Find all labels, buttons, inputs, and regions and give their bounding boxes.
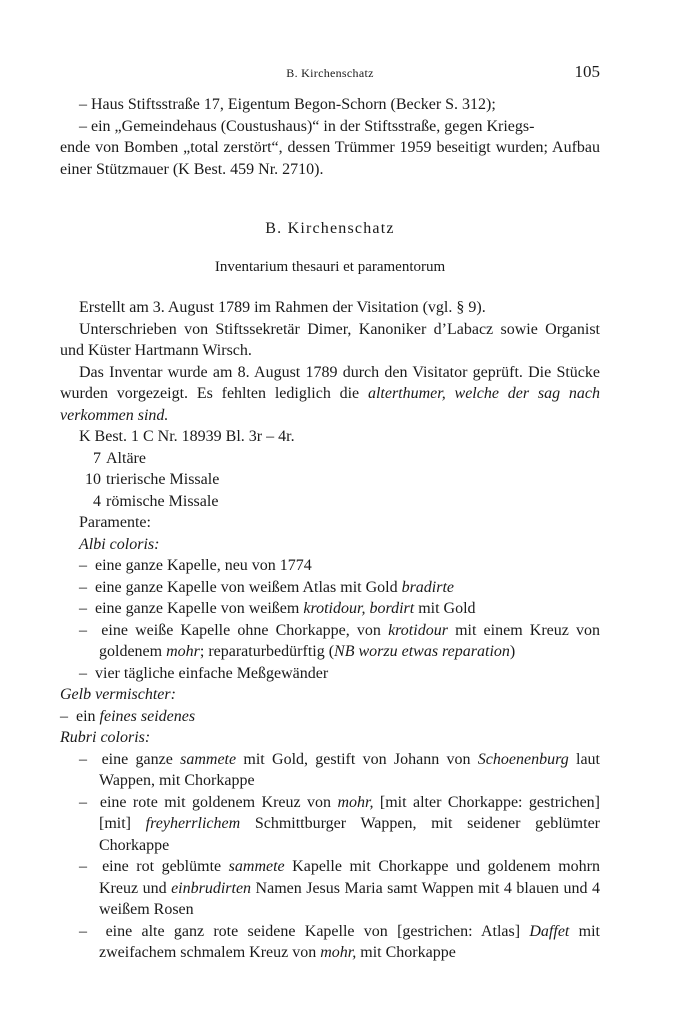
albi-item-4: [60, 620, 600, 663]
page-body: [60, 94, 600, 964]
albi-item-5: [60, 663, 600, 685]
paragraph-inspected-text: Das Inventar wurde am 8. August 1789 durch den Visitator geprüft. Die Stücke wurden vorgezeigt. Es fehlten lediglich die: [60, 363, 600, 402]
albi-item-2-text: eine ganze Kapelle von weißem Atlas mit Gold: [95, 578, 402, 596]
rubri-item-3: [60, 856, 600, 921]
rubri-item-2-text: eine rote mit goldenem Kreuz von: [99, 793, 338, 811]
dash-marker: –: [79, 664, 87, 682]
gelb-item-1-em: feines seidenes: [99, 707, 196, 725]
dash-marker: –: [79, 578, 87, 596]
dash-marker: –: [79, 922, 87, 940]
rubri-item-3-em1: sammete: [228, 858, 285, 875]
rubri-item-1-text-2: mit Gold, gestift von Johann von: [236, 750, 478, 768]
albi-item-3: [60, 598, 600, 620]
rubri-item-4-em2: mohr,: [320, 944, 357, 961]
intro-item-1: – Haus Stiftsstraße 17, Eigentum Begon-Schorn (Becker S. 312);: [79, 96, 496, 113]
section-title: B. Kirchenschatz: [265, 220, 395, 237]
rubri-item-4: [60, 921, 600, 964]
rubri-item-4-text: eine alte ganz rote seidene Kapelle von [gestrichen: Atlas]: [105, 922, 530, 940]
dash-marker: –: [60, 707, 68, 725]
source-reference: K Best. 1 C Nr. 18939 Bl. 3r – 4r.: [79, 428, 295, 445]
albi-item-2: [60, 577, 600, 599]
rubri-item-4-text-2: mit zweifachem schmalem Kreuz von: [99, 922, 600, 961]
albi-item-5-text: vier tägliche einfache Meßgewänder: [95, 664, 329, 682]
albi-item-4-em2: mohr: [166, 643, 200, 660]
rubri-item-4-text-3: mit Chorkappe: [356, 944, 456, 961]
rubri-item-3-text-2: Kapelle mit Chorkappe und goldenem mohrn Kreuz und: [99, 858, 601, 897]
rubri-item-1-em2: Schoenenburg: [477, 750, 569, 768]
count-number: 7: [93, 449, 101, 467]
rubri-item-2-text-3: Schmittburger Wappen, mit seidener geblümter Chorkappe: [99, 815, 600, 854]
count-altars: [60, 448, 600, 470]
count-trier-missals: [60, 469, 600, 491]
paragraph-inspected: [60, 362, 600, 427]
rubri-item-2-em2: freyherrlichem: [145, 815, 241, 832]
albi-item-4-text-4: ): [509, 643, 516, 660]
count-roman-missals: [60, 491, 600, 513]
rubri-item-3-text: eine rot geblümte: [102, 858, 229, 875]
paramente-label: Paramente:: [79, 514, 151, 531]
albi-item-4-text-3: ; reparaturbedürftig (: [199, 643, 335, 660]
dash-marker: –: [79, 858, 87, 875]
gelb-label: Gelb vermischter:: [60, 686, 176, 703]
rubri-item-2: [60, 792, 600, 857]
page-number: 105: [574, 62, 600, 81]
dash-marker: –: [79, 750, 87, 768]
count-number: 4: [93, 492, 101, 510]
rubri-item-1-text: eine ganze: [101, 750, 181, 768]
albi-item-3-text: eine ganze Kapelle von weißem: [95, 600, 304, 617]
intro-item-2-line1: – ein „Gemeindehaus (Coustushaus)“ in der Stiftsstraße, gegen Kriegs-: [79, 117, 535, 135]
rubri-item-4-em1: Daffet: [529, 922, 570, 940]
gelb-item-1: [60, 706, 600, 728]
dash-marker: –: [79, 557, 87, 574]
count-label: römische Missale: [106, 492, 219, 510]
albi-item-4-em3: NB worzu etwas reparation: [334, 643, 510, 660]
dash-marker: –: [79, 600, 87, 617]
albi-item-4-em1: krotidour: [388, 621, 448, 639]
count-label: trierische Missale: [106, 471, 220, 488]
rubri-item-2-em1: mohr,: [337, 793, 374, 811]
rubri-item-1-text-3: laut Wappen, mit Chorkappe: [99, 750, 600, 789]
albi-item-4-text-2: mit einem Kreuz von goldenem: [99, 621, 601, 660]
albi-coloris-label: Albi coloris:: [79, 535, 160, 553]
albi-item-2-em: bradirte: [401, 578, 455, 596]
rubri-item-3-text-3: Namen Jesus Maria samt Wappen mit 4 blauen und 4 weißem Rosen: [99, 879, 601, 918]
rubri-label: Rubri coloris:: [60, 729, 151, 746]
albi-item-1: [60, 555, 600, 577]
page-header: [60, 62, 600, 84]
intro-item-2-rest: ende von Bomben „total zerstört“, dessen Trümmer 1959 beseitigt wurden; Aufbau einer Stützmauer (K Best. 459 Nr. 2710).: [60, 139, 600, 178]
dash-marker: –: [79, 621, 87, 639]
rubri-item-2-text-2: [mit alter Chorkappe: gestrichen] [mit]: [99, 793, 601, 832]
running-head: B. Kirchenschatz: [286, 66, 374, 80]
rubri-item-3-em2: einbrudirten: [171, 879, 252, 897]
count-number: 10: [85, 471, 101, 488]
rubri-item-1: [60, 749, 600, 792]
rubri-item-1-em1: sammete: [180, 750, 237, 768]
paragraph-signed: Unterschrieben von Stiftssekretär Dimer, Kanoniker d’Labacz sowie Organist und Küster Hartmann Wirsch.: [60, 320, 600, 359]
albi-item-3-em: krotidour, bordirt: [303, 600, 415, 617]
albi-item-4-text: eine weiße Kapelle ohne Chorkappe, von: [101, 621, 389, 639]
paragraph-created: Erstellt am 3. August 1789 im Rahmen der Visitation (vgl. § 9).: [79, 299, 486, 316]
gelb-item-1-text: ein: [76, 707, 100, 725]
albi-item-3-text-end: mit Gold: [414, 600, 476, 617]
dash-marker: –: [79, 793, 87, 811]
section-subtitle: Inventarium thesauri et paramentorum: [214, 258, 446, 275]
paragraph-inspected-quote: alterthumer, welche der sag nach verkommen sind.: [60, 385, 600, 424]
count-label: Altäre: [106, 449, 146, 467]
albi-item-1-text: eine ganze Kapelle, neu von 1774: [95, 557, 312, 574]
